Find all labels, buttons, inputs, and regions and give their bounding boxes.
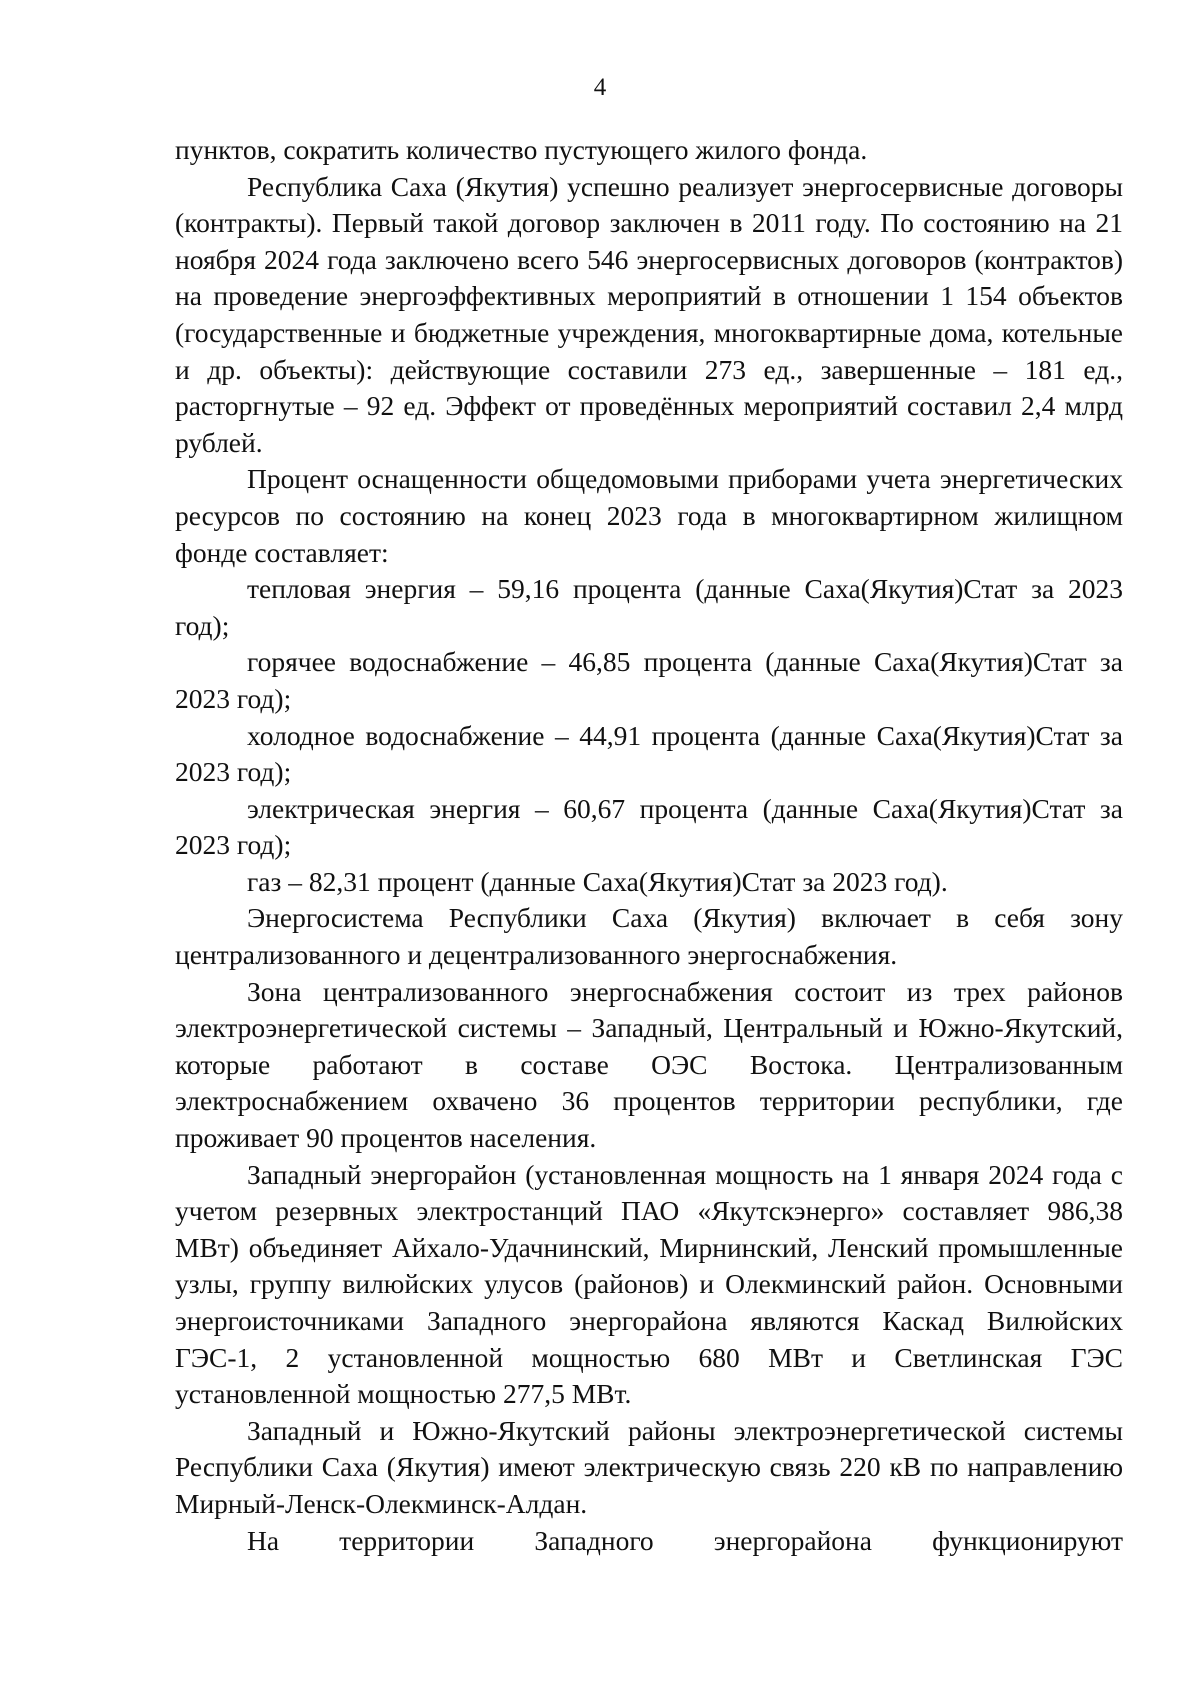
list-item-cold-water: холодное водоснабжение – 44,91 процента (данные Саха(Якутия)Стат за 2023 год);: [175, 719, 1123, 788]
paragraph-western-facilities: На территории Западного энергорайона функционируют: [247, 1524, 1123, 1556]
list-item-heat-energy: тепловая энергия – 59,16 процента (данные Саха(Якутия)Стат за 2023 год);: [175, 573, 1123, 641]
paragraph-centralized-zone: Зона централизованного энергоснабжения состоит из трех районов электроэнергетической системы – Западный, Центральный и Южно-Якутский, которые работают в составе ОЭС Востока. Централизованным электроснабжением охвачено 36 процентов территории республики, где проживает 90 процентов населения.: [175, 975, 1123, 1154]
list-item-gas: газ – 82,31 процент (данные Саха(Якутия)Стат за 2023 год).: [247, 865, 948, 897]
paragraph-energy-system: Энергосистема Республики Саха (Якутия) включает в себя зону централизованного и децентрализованного энергоснабжения.: [175, 902, 1123, 971]
list-item-hot-water: горячее водоснабжение – 46,85 процента (данные Саха(Якутия)Стат за 2023 год);: [175, 646, 1123, 714]
page-number: 4: [593, 74, 607, 101]
document-body: [175, 132, 1123, 1559]
list-item-electric-energy: электрическая энергия – 60,67 процента (данные Саха(Якутия)Стат за 2023 год);: [175, 792, 1123, 861]
paragraph-western-district: Западный энергорайон (установленная мощность на 1 января 2024 года с учетом резервных электростанций ПАО «Якутскэнерго» составляет 986,38 МВт) объединяет Айхало-Удачнинский, Мирнинский, Ленский промышленные узлы, группу вилюйских улусов (районов) и Олекминский район. Основными энергоисточниками Западного энергорайона являются Каскад Вилюйских ГЭС-1, 2 установленной мощностью 680 МВт и Светлинская ГЭС установленной мощностью 277,5 МВт.: [175, 1158, 1123, 1410]
paragraph-grid-connection: Западный и Южно-Якутский районы электроэнергетической системы Республики Саха (Якутия) имеют электрическую связь 220 кВ по направлению Мирный-Ленск-Олекминск-Алдан.: [175, 1414, 1123, 1519]
paragraph-energy-service-contracts: Республика Саха (Якутия) успешно реализует энергосервисные договоры (контракты). Первый такой договор заключен в 2011 году. По состоянию на 21 ноября 2024 года заключено всего 546 энергосервисных договоров (контрактов) на проведение энергоэффективных мероприятий в отношении 1 154 объектов (государственные и бюджетные учреждения, многоквартирные дома, котельные и др. объекты): действующие составили 273 ед., завершенные – 181 ед., расторгнутые – 92 ед. Эффект от проведённых мероприятий составил 2,4 млрд рублей.: [175, 170, 1123, 458]
paragraph-metering-intro: Процент оснащенности общедомовыми приборами учета энергетических ресурсов по состоянию на конец 2023 года в многоквартирном жилищном фонде составляет:: [175, 463, 1123, 568]
paragraph-continuation: пунктов, сократить количество пустующего жилого фонда.: [175, 134, 868, 165]
